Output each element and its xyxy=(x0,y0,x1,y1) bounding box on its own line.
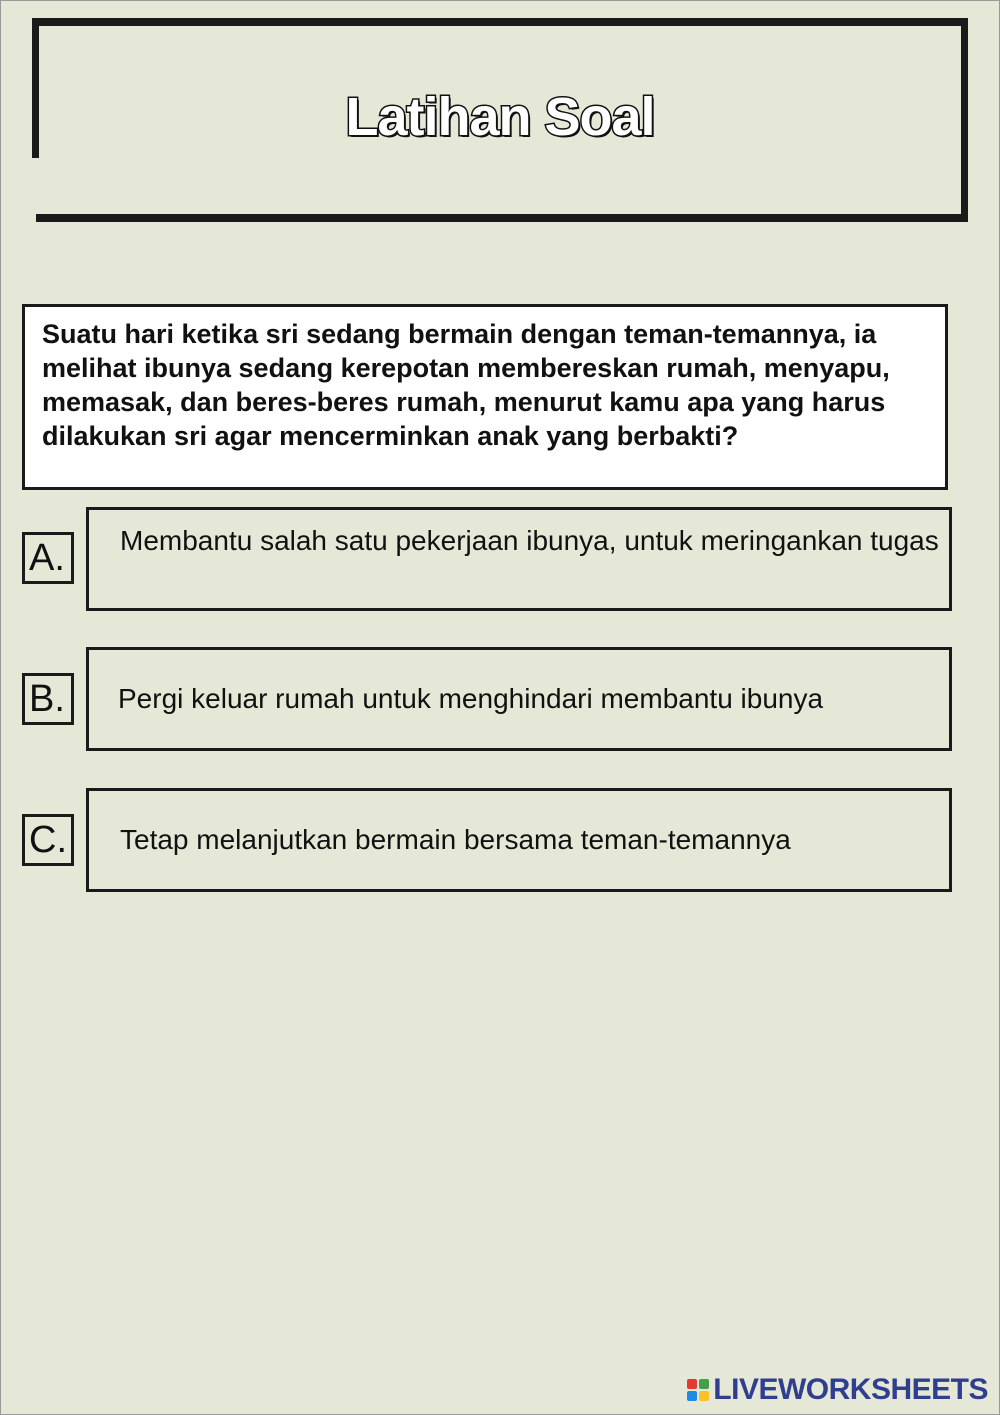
logo-square-blue xyxy=(687,1391,697,1401)
option-a-letter[interactable]: A. xyxy=(22,532,74,584)
liveworksheets-logo xyxy=(687,1373,988,1407)
header-frame-top xyxy=(32,18,968,26)
option-a-text: Membantu salah satu pekerjaan ibunya, untuk meringankan tugas xyxy=(120,525,939,556)
option-b-box[interactable] xyxy=(86,647,952,751)
logo-text: LIVEWORKSHEETS xyxy=(713,1373,988,1406)
option-c-box[interactable] xyxy=(86,788,952,892)
logo-square-red xyxy=(687,1379,697,1389)
option-b-letter[interactable]: B. xyxy=(22,673,74,725)
logo-grid-icon xyxy=(687,1379,709,1401)
header-frame-bottom xyxy=(36,214,968,222)
option-a-box[interactable] xyxy=(86,507,952,611)
option-c-text: Tetap melanjutkan bermain bersama teman-temannya xyxy=(120,824,791,855)
logo-square-yellow xyxy=(699,1391,709,1401)
page-title: Latihan Soal xyxy=(345,87,655,147)
logo-square-green xyxy=(699,1379,709,1389)
question-text: Suatu hari ketika sri sedang bermain dengan teman-temannya, ia melihat ibunya sedang kerepotan membereskan rumah, menyapu, memasak, dan beres-beres rumah, menurut kamu apa yang harus dilakukan sri agar mencerminkan anak yang berbakti? xyxy=(42,319,890,451)
question-box xyxy=(22,304,948,490)
option-c-letter[interactable]: C. xyxy=(22,814,74,866)
option-b-text: Pergi keluar rumah untuk menghindari membantu ibunya xyxy=(118,683,824,714)
